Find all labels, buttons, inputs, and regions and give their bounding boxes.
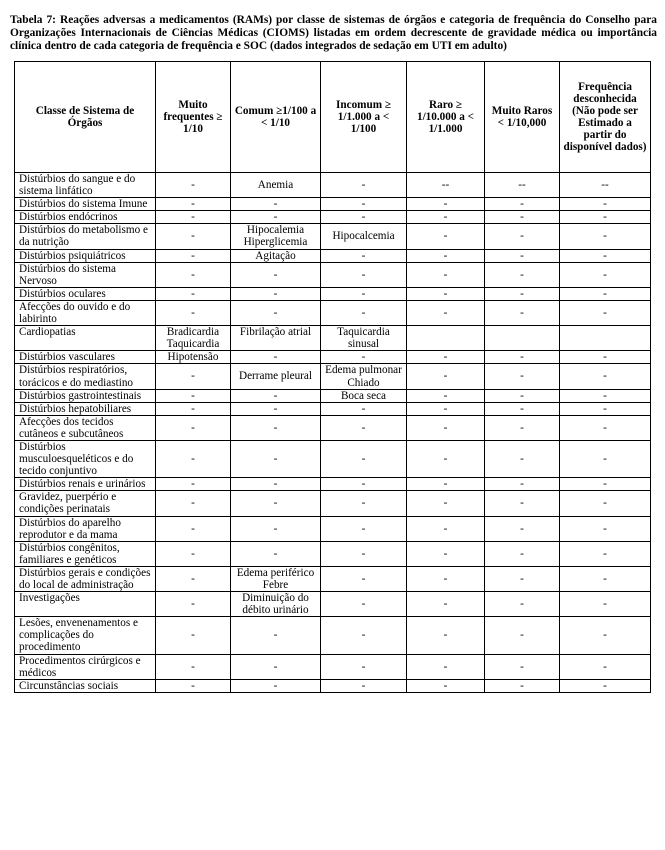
common-cell: -: [231, 389, 321, 402]
rare-cell: -: [407, 617, 485, 654]
rare-cell: -: [407, 440, 485, 477]
uncommon-cell: -: [321, 566, 407, 591]
rare-cell: -: [407, 351, 485, 364]
uncommon-cell: -: [321, 541, 407, 566]
unknown-cell: -: [560, 351, 651, 364]
rare-cell: -: [407, 402, 485, 415]
very-rare-cell: -: [485, 566, 560, 591]
very-rare-cell: -: [485, 491, 560, 516]
unknown-cell: -: [560, 566, 651, 591]
table-row: [15, 566, 651, 591]
unknown-cell: -: [560, 516, 651, 541]
uncommon-cell: -: [321, 173, 407, 198]
rare-cell: -: [407, 262, 485, 287]
very-common-cell: -: [156, 173, 231, 198]
soc-cell: Distúrbios psiquiátricos: [15, 249, 156, 262]
very-rare-cell: -: [485, 440, 560, 477]
soc-cell: Distúrbios respiratórios, torácicos e do mediastino: [15, 364, 156, 389]
table-row: [15, 592, 651, 617]
very-common-cell: -: [156, 592, 231, 617]
soc-cell: Distúrbios hepatobiliares: [15, 402, 156, 415]
common-cell: -: [231, 198, 321, 211]
table-caption: Tabela 7: Reações adversas a medicamentos (RAMs) por classe de sistemas de órgãos e categoria de frequência do Conselho para Organizações Internacionais de Ciências Médicas (CIOMS) listadas em ordem decrescente de gravidade médica ou importância clínica dentro de cada categoria de frequência e SOC (dados integrados de sedação em UTI em adulto): [10, 14, 657, 52]
unknown-cell: -: [560, 389, 651, 402]
uncommon-cell: -: [321, 516, 407, 541]
common-cell: -: [231, 287, 321, 300]
very-rare-cell: -: [485, 654, 560, 679]
common-cell: -: [231, 415, 321, 440]
unknown-cell: -: [560, 198, 651, 211]
rare-cell: -: [407, 654, 485, 679]
very-common-cell: Bradicardia Taquicardia: [156, 326, 231, 351]
uncommon-cell: Edema pulmonar Chiado: [321, 364, 407, 389]
common-cell: Hipocalemia Hiperglicemia: [231, 224, 321, 249]
very-common-cell: -: [156, 389, 231, 402]
table-row: [15, 516, 651, 541]
uncommon-cell: -: [321, 211, 407, 224]
very-rare-cell: -: [485, 478, 560, 491]
rare-cell: -: [407, 364, 485, 389]
very-common-cell: -: [156, 287, 231, 300]
very-rare-cell: -: [485, 679, 560, 692]
unknown-cell: -: [560, 440, 651, 477]
very-rare-cell: -: [485, 617, 560, 654]
very-rare-cell: -: [485, 287, 560, 300]
unknown-cell: -: [560, 654, 651, 679]
very-common-cell: -: [156, 516, 231, 541]
uncommon-cell: -: [321, 402, 407, 415]
common-cell: Anemia: [231, 173, 321, 198]
very-common-cell: -: [156, 262, 231, 287]
very-common-cell: -: [156, 198, 231, 211]
soc-cell: Distúrbios gastrointestinais: [15, 389, 156, 402]
common-cell: -: [231, 440, 321, 477]
table-row: [15, 326, 651, 351]
very-common-cell: -: [156, 364, 231, 389]
unknown-cell: -: [560, 592, 651, 617]
very-rare-cell: -: [485, 198, 560, 211]
common-cell: -: [231, 262, 321, 287]
common-cell: Edema periférico Febre: [231, 566, 321, 591]
uncommon-cell: -: [321, 478, 407, 491]
unknown-cell: -: [560, 402, 651, 415]
common-cell: -: [231, 541, 321, 566]
soc-cell: Distúrbios do sistema Nervoso: [15, 262, 156, 287]
table-body: [15, 173, 651, 693]
soc-cell: Afecções do ouvido e do labirinto: [15, 300, 156, 325]
common-cell: -: [231, 654, 321, 679]
soc-cell: Distúrbios vasculares: [15, 351, 156, 364]
very-common-cell: -: [156, 654, 231, 679]
uncommon-cell: -: [321, 440, 407, 477]
common-cell: Diminuição do débito urinário: [231, 592, 321, 617]
very-common-cell: Hipotensão: [156, 351, 231, 364]
unknown-cell: -: [560, 491, 651, 516]
rare-cell: -: [407, 541, 485, 566]
adverse-reactions-table: [14, 61, 651, 693]
soc-cell: Distúrbios renais e urinários: [15, 478, 156, 491]
rare-cell: -: [407, 389, 485, 402]
common-cell: Derrame pleural: [231, 364, 321, 389]
rare-cell: -: [407, 592, 485, 617]
rare-cell: -: [407, 211, 485, 224]
very-common-cell: -: [156, 415, 231, 440]
very-common-cell: -: [156, 224, 231, 249]
soc-cell: Distúrbios do sangue e do sistema linfático: [15, 173, 156, 198]
very-rare-cell: -: [485, 592, 560, 617]
soc-cell: Procedimentos cirúrgicos e médicos: [15, 654, 156, 679]
very-rare-cell: -: [485, 541, 560, 566]
very-rare-cell: -: [485, 249, 560, 262]
uncommon-cell: -: [321, 592, 407, 617]
uncommon-cell: -: [321, 351, 407, 364]
header-common: Comum ≥1/100 a < 1/10: [231, 62, 321, 173]
table-row: [15, 389, 651, 402]
common-cell: -: [231, 516, 321, 541]
table-row: [15, 262, 651, 287]
unknown-cell: -: [560, 249, 651, 262]
unknown-cell: -: [560, 262, 651, 287]
common-cell: -: [231, 211, 321, 224]
uncommon-cell: Hipocalcemia: [321, 224, 407, 249]
uncommon-cell: -: [321, 654, 407, 679]
uncommon-cell: -: [321, 679, 407, 692]
unknown-cell: -: [560, 679, 651, 692]
table-row: [15, 364, 651, 389]
very-rare-cell: -: [485, 262, 560, 287]
header-very-rare: Muito Raros < 1/10,000: [485, 62, 560, 173]
uncommon-cell: -: [321, 198, 407, 211]
rare-cell: --: [407, 173, 485, 198]
very-rare-cell: -: [485, 364, 560, 389]
very-common-cell: -: [156, 300, 231, 325]
very-common-cell: -: [156, 478, 231, 491]
rare-cell: -: [407, 491, 485, 516]
very-rare-cell: -: [485, 351, 560, 364]
rare-cell: [407, 326, 485, 351]
unknown-cell: -: [560, 211, 651, 224]
table-row: [15, 440, 651, 477]
header-very-common: Muito frequentes ≥ 1/10: [156, 62, 231, 173]
header-rare: Raro ≥ 1/10.000 a < 1/1.000: [407, 62, 485, 173]
rare-cell: -: [407, 224, 485, 249]
soc-cell: Lesões, envenenamentos e complicações do procedimento: [15, 617, 156, 654]
soc-cell: Gravidez, puerpério e condições perinatais: [15, 491, 156, 516]
very-rare-cell: -: [485, 389, 560, 402]
unknown-cell: -: [560, 478, 651, 491]
soc-cell: Distúrbios gerais e condições do local de administração: [15, 566, 156, 591]
table-row: [15, 224, 651, 249]
soc-cell: Distúrbios endócrinos: [15, 211, 156, 224]
unknown-cell: -: [560, 300, 651, 325]
soc-cell: Distúrbios congênitos, familiares e genéticos: [15, 541, 156, 566]
very-common-cell: -: [156, 402, 231, 415]
rare-cell: -: [407, 198, 485, 211]
very-rare-cell: -: [485, 224, 560, 249]
rare-cell: -: [407, 679, 485, 692]
rare-cell: -: [407, 478, 485, 491]
table-row: [15, 617, 651, 654]
very-rare-cell: -: [485, 516, 560, 541]
unknown-cell: -: [560, 617, 651, 654]
rare-cell: -: [407, 249, 485, 262]
unknown-cell: --: [560, 173, 651, 198]
very-common-cell: -: [156, 541, 231, 566]
unknown-cell: -: [560, 364, 651, 389]
table-row: [15, 300, 651, 325]
rare-cell: -: [407, 287, 485, 300]
unknown-cell: -: [560, 287, 651, 300]
soc-cell: Cardiopatias: [15, 326, 156, 351]
very-common-cell: -: [156, 679, 231, 692]
table-row: [15, 287, 651, 300]
soc-cell: Distúrbios oculares: [15, 287, 156, 300]
rare-cell: -: [407, 516, 485, 541]
header-soc: Classe de Sistema de Órgãos: [15, 62, 156, 173]
soc-cell: Distúrbios do metabolismo e da nutrição: [15, 224, 156, 249]
very-common-cell: -: [156, 566, 231, 591]
common-cell: -: [231, 402, 321, 415]
rare-cell: -: [407, 566, 485, 591]
uncommon-cell: -: [321, 262, 407, 287]
soc-cell: Distúrbios do aparelho reprodutor e da mama: [15, 516, 156, 541]
table-row: [15, 173, 651, 198]
table-row: [15, 211, 651, 224]
table-row: [15, 249, 651, 262]
uncommon-cell: Taquicardia sinusal: [321, 326, 407, 351]
common-cell: Fibrilação atrial: [231, 326, 321, 351]
very-rare-cell: [485, 326, 560, 351]
very-common-cell: -: [156, 211, 231, 224]
rare-cell: -: [407, 300, 485, 325]
common-cell: -: [231, 300, 321, 325]
uncommon-cell: -: [321, 491, 407, 516]
soc-cell: Afecções dos tecidos cutâneos e subcutâneos: [15, 415, 156, 440]
unknown-cell: -: [560, 224, 651, 249]
header-unknown: Frequência desconhecida (Não pode ser Estimado a partir do disponível dados): [560, 62, 651, 173]
header-uncommon: Incomum ≥ 1/1.000 a < 1/100: [321, 62, 407, 173]
rare-cell: -: [407, 415, 485, 440]
very-rare-cell: -: [485, 415, 560, 440]
soc-cell: Investigações: [15, 592, 156, 617]
uncommon-cell: -: [321, 287, 407, 300]
unknown-cell: -: [560, 415, 651, 440]
soc-cell: Distúrbios musculoesqueléticos e do tecido conjuntivo: [15, 440, 156, 477]
very-common-cell: -: [156, 617, 231, 654]
common-cell: -: [231, 679, 321, 692]
table-row: [15, 351, 651, 364]
uncommon-cell: -: [321, 249, 407, 262]
uncommon-cell: -: [321, 617, 407, 654]
table-header-row: [15, 62, 651, 173]
uncommon-cell: -: [321, 300, 407, 325]
very-common-cell: -: [156, 491, 231, 516]
soc-cell: Distúrbios do sistema Imune: [15, 198, 156, 211]
very-rare-cell: --: [485, 173, 560, 198]
uncommon-cell: Boca seca: [321, 389, 407, 402]
very-common-cell: -: [156, 249, 231, 262]
table-row: [15, 198, 651, 211]
very-rare-cell: -: [485, 300, 560, 325]
table-row: [15, 402, 651, 415]
common-cell: -: [231, 478, 321, 491]
common-cell: Agitação: [231, 249, 321, 262]
common-cell: -: [231, 617, 321, 654]
table-row: [15, 654, 651, 679]
common-cell: -: [231, 491, 321, 516]
very-common-cell: -: [156, 440, 231, 477]
very-rare-cell: -: [485, 402, 560, 415]
table-row: [15, 541, 651, 566]
very-rare-cell: -: [485, 211, 560, 224]
uncommon-cell: -: [321, 415, 407, 440]
table-row: [15, 415, 651, 440]
table-row: [15, 478, 651, 491]
unknown-cell: [560, 326, 651, 351]
common-cell: -: [231, 351, 321, 364]
table-row: [15, 679, 651, 692]
table-row: [15, 491, 651, 516]
soc-cell: Circunstâncias sociais: [15, 679, 156, 692]
unknown-cell: -: [560, 541, 651, 566]
